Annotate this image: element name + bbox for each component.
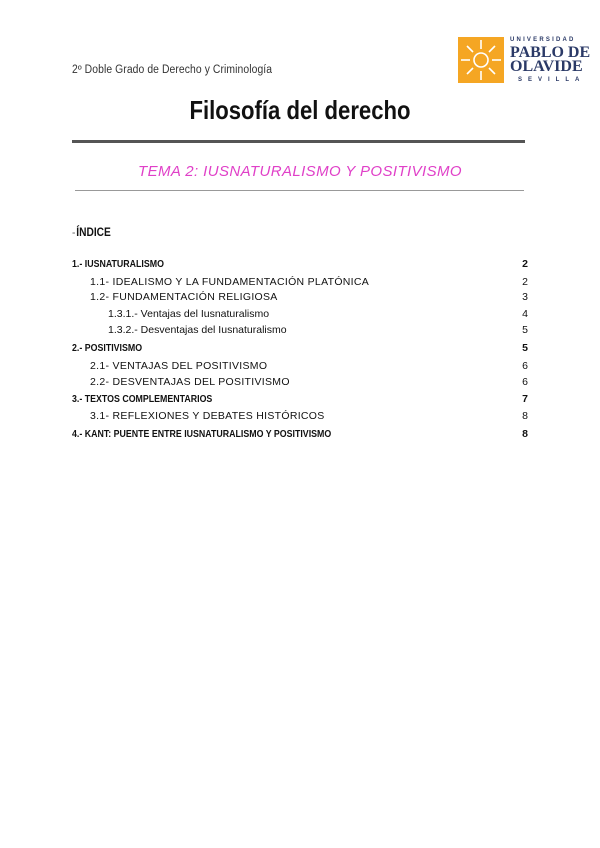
toc-entry-label: 1.3.2.- Desventajas del Iusnaturalismo (108, 324, 287, 336)
toc-entry-label: 2.2- DESVENTAJAS DEL POSITIVISMO (90, 376, 290, 388)
index-heading-text: ÍNDICE (76, 225, 111, 239)
subtitle-divider (75, 190, 524, 191)
toc-entry-label: 3.1- REFLEXIONES Y DEBATES HISTÓRICOS (90, 410, 325, 422)
title-divider (72, 140, 525, 143)
toc-entry[interactable] (72, 391, 528, 407)
toc-entry[interactable] (72, 358, 528, 374)
logo-university-text: UNIVERSIDAD (510, 37, 576, 43)
toc-entry[interactable] (72, 340, 528, 356)
toc-entry-label: 1.3.1.- Ventajas del Iusnaturalismo (108, 308, 270, 320)
sun-emblem-icon (458, 37, 504, 83)
toc-entry[interactable] (72, 374, 528, 390)
toc-entry[interactable] (72, 306, 528, 322)
toc-entry-page: 3 (522, 291, 528, 303)
index-heading (72, 225, 111, 239)
toc-entry-page: 6 (522, 360, 528, 372)
logo-line1: PABLO DE (510, 44, 591, 61)
toc-entry-label: 2.1- VENTAJAS DEL POSITIVISMO (90, 360, 268, 372)
toc-entry-label: 2.- POSITIVISMO (72, 342, 143, 354)
toc-entry-page: 5 (522, 324, 528, 336)
course-header: 2º Doble Grado de Derecho y Criminología (72, 64, 273, 76)
toc-entry[interactable] (72, 289, 528, 305)
toc-entry[interactable] (72, 426, 528, 442)
toc-entry-page: 4 (522, 308, 528, 320)
toc-entry-label: 1.2- FUNDAMENTACIÓN RELIGIOSA (90, 291, 278, 303)
toc-entry[interactable] (72, 274, 528, 290)
topic-subtitle: TEMA 2: IUSNATURALISMO Y POSITIVISMO (138, 163, 462, 180)
toc-entry[interactable] (72, 256, 528, 272)
logo-line2: OLAVIDE (510, 58, 583, 75)
toc-entry-label: 3.- TEXTOS COMPLEMENTARIOS (72, 393, 213, 405)
toc-entry-page: 6 (522, 376, 528, 388)
university-logo (458, 37, 591, 87)
toc-entry[interactable] (72, 408, 528, 424)
toc-entry-page: 2 (522, 276, 528, 288)
toc-entry-page: 7 (522, 393, 528, 405)
toc-entry-page: 8 (522, 428, 528, 440)
toc-entry-label: 1.- IUSNATURALISMO (72, 258, 164, 270)
page-title: Filosofía del derecho (189, 95, 411, 125)
toc-entry-page: 8 (522, 410, 528, 422)
logo-city-text: SEVILLA (518, 77, 586, 83)
toc-entry-page: 5 (522, 342, 528, 354)
bullet-icon: - (72, 225, 76, 239)
toc-entry-page: 2 (522, 258, 528, 270)
toc-entry-label: 4.- KANT: PUENTE ENTRE IUSNATURALISMO Y POSITIVISMO (72, 428, 332, 440)
toc-entry[interactable] (72, 322, 528, 338)
toc-entry-label: 1.1- IDEALISMO Y LA FUNDAMENTACIÓN PLATÓNICA (90, 276, 370, 288)
